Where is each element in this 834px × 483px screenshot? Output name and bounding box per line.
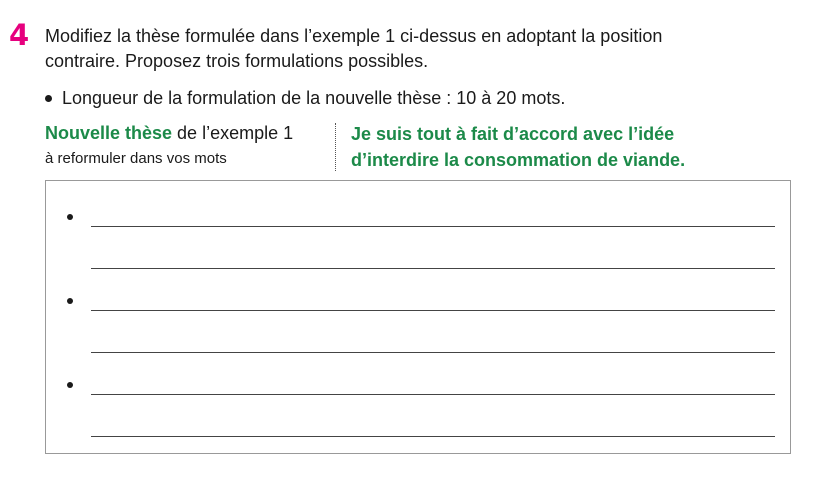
answer-line[interactable] bbox=[91, 394, 775, 395]
exercise-instruction bbox=[45, 24, 825, 74]
exercise-number: 4 bbox=[9, 18, 30, 52]
answer-line[interactable] bbox=[91, 310, 775, 311]
prompt-label-title bbox=[45, 121, 330, 145]
bullet-icon bbox=[67, 382, 73, 388]
length-constraint-text: Longueur de la formulation de la nouvelle thèse : 10 à 20 mots. bbox=[62, 88, 566, 108]
bullet-icon bbox=[67, 214, 73, 220]
prompt-label-rest: de l’exemple 1 bbox=[172, 123, 294, 143]
thesis-line-2: d’interdire la consommation de viande. bbox=[351, 150, 686, 170]
answer-line[interactable] bbox=[91, 226, 775, 227]
length-constraint bbox=[45, 86, 565, 110]
answer-box bbox=[45, 180, 791, 454]
bullet-icon bbox=[67, 298, 73, 304]
bullet-icon bbox=[45, 95, 52, 102]
prompt-sublabel: à reformuler dans vos mots bbox=[45, 150, 227, 167]
original-thesis bbox=[351, 121, 821, 173]
thesis-line-1: Je suis tout à fait d’accord avec l’idée bbox=[351, 124, 675, 144]
answer-line[interactable] bbox=[91, 436, 775, 437]
instruction-line-1: Modifiez la thèse formulée dans l’exemple 1 ci-dessus en adoptant la position bbox=[45, 26, 663, 46]
instruction-line-2: contraire. Proposez trois formulations possibles. bbox=[45, 51, 429, 71]
prompt-label bbox=[45, 121, 330, 169]
column-divider bbox=[335, 123, 336, 171]
prompt-label-accent: Nouvelle thèse bbox=[45, 123, 173, 143]
answer-line[interactable] bbox=[91, 268, 775, 269]
answer-line[interactable] bbox=[91, 352, 775, 353]
